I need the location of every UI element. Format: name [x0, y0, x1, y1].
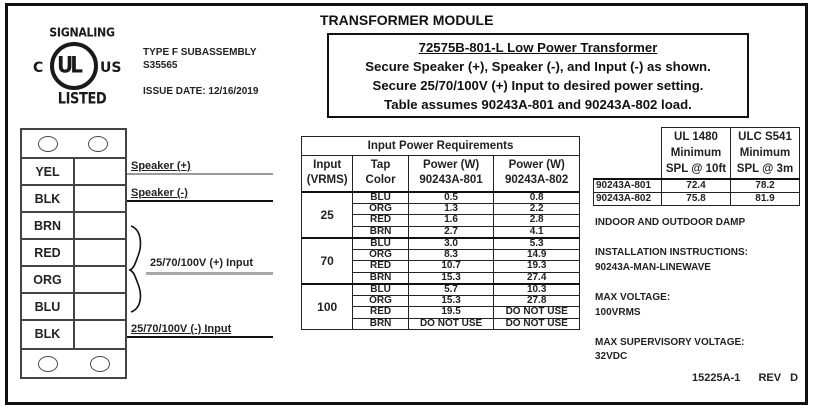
terminal-color-label: RED [22, 240, 75, 265]
module-title: TRANSFORMER MODULE [320, 12, 494, 28]
header-ul-1480: UL 1480 Minimum SPL @ 10ft [662, 128, 731, 180]
terminal-row-brn [22, 213, 125, 240]
terminal-row-blu [22, 294, 125, 321]
input-minus-wire [127, 336, 273, 338]
issue-date: ISSUE DATE: 12/16/2019 [143, 86, 259, 97]
max-supervisory-label: MAX SUPERVISORY VOLTAGE: [595, 337, 745, 348]
terminal-row-org [22, 267, 125, 294]
terminal-row-red [22, 240, 125, 267]
power-table-title: Input Power Requirements [302, 137, 580, 156]
table-row: BRN 15.3 27.4 [302, 272, 580, 284]
ul-mark-text: UL [57, 51, 80, 79]
terminal-row-blk [22, 186, 125, 213]
input-voltage-cell: 25 [302, 192, 353, 238]
terminal-row-blk-input [22, 321, 125, 348]
speaker-plus-wire [127, 173, 273, 175]
terminal-block [20, 128, 127, 379]
header-power-802: Power (W) 90243A-802 [494, 156, 580, 192]
table-row: BRN 2.7 4.1 [302, 226, 580, 238]
mounting-hole-icon [38, 356, 58, 372]
max-voltage-label: MAX VOLTAGE: [595, 292, 671, 303]
terminal-color-label: BLU [22, 294, 75, 319]
model-cell: 90243A-802 [594, 192, 662, 205]
mounting-hole-icon [88, 136, 108, 152]
input-plus-label: 25/70/100V (+) Input [150, 257, 254, 269]
ul-c-text: C [33, 60, 44, 76]
description-line: Table assumes 90243A-801 and 90243A-802 load. [384, 97, 692, 112]
max-supervisory-value: 32VDC [595, 351, 628, 362]
table-row: RED 19.5 DO NOT USE [302, 307, 580, 319]
terminal-block-bottom-cap [22, 348, 125, 377]
input-voltage-cell: 70 [302, 238, 353, 284]
max-voltage-value: 100VRMS [595, 307, 641, 318]
spl-table [593, 127, 800, 206]
terminal-color-label: BRN [22, 213, 75, 238]
header-ulc-s541: ULC S541 Minimum SPL @ 3m [731, 128, 800, 180]
table-row: 100 BLU 5.7 10.3 [302, 284, 580, 296]
environment-rating: INDOOR AND OUTDOOR DAMP [595, 217, 746, 228]
subassembly-type: TYPE F SUBASSEMBLY [143, 47, 257, 58]
input-power-table [301, 136, 580, 330]
install-instructions-value: 90243A-MAN-LINEWAVE [595, 262, 711, 273]
table-row: 90243A-801 72.4 78.2 [594, 179, 800, 192]
table-row: BRN DO NOT USE DO NOT USE [302, 318, 580, 330]
table-row: 90243A-802 75.8 81.9 [594, 192, 800, 205]
speaker-minus-label: Speaker (-) [131, 187, 188, 199]
input-voltage-cell: 100 [302, 284, 353, 330]
product-heading: 72575B-801-L Low Power Transformer [418, 40, 658, 55]
part-number: 15225A-1 [692, 372, 741, 384]
input-minus-label: 25/70/100V (-) Input [131, 323, 232, 335]
table-row: ORG 15.3 27.8 [302, 295, 580, 307]
terminal-color-label: ORG [22, 267, 75, 292]
ul-signaling-text: SIGNALING [49, 25, 115, 40]
header-tap-color: Tap Color [353, 156, 408, 192]
mounting-hole-icon [38, 136, 58, 152]
curly-brace-icon [128, 224, 152, 314]
speaker-minus-wire [127, 200, 273, 202]
description-line: Secure Speaker (+), Speaker (-), and Input (-) as shown. [365, 59, 711, 74]
part-number-revision [692, 372, 798, 384]
header-input-vrms: Input (VRMS) [302, 156, 353, 192]
description-line: Secure 25/70/100V (+) Input to desired power setting. [372, 78, 704, 93]
speaker-plus-label: Speaker (+) [131, 160, 191, 172]
subassembly-code: S35565 [143, 60, 178, 71]
input-plus-wire [146, 272, 273, 275]
mounting-hole-icon [90, 356, 110, 372]
table-row: 70 BLU 3.0 5.3 [302, 238, 580, 250]
install-instructions-label: INSTALLATION INSTRUCTIONS: [595, 247, 748, 258]
terminal-color-label: BLK [22, 186, 75, 211]
table-row: ORG 1.3 2.2 [302, 203, 580, 215]
revision: REV D [758, 372, 799, 384]
terminal-color-label: YEL [22, 159, 75, 184]
table-row: ORG 8.3 14.9 [302, 249, 580, 261]
terminal-color-label: BLK [22, 321, 75, 348]
header-power-801: Power (W) 90243A-801 [408, 156, 494, 192]
terminal-block-top-cap [22, 130, 125, 159]
model-cell: 90243A-801 [594, 179, 662, 192]
ul-listed-text: LISTED [57, 90, 107, 109]
table-row: RED 1.6 2.8 [302, 215, 580, 227]
table-row: RED 10.7 19.3 [302, 261, 580, 273]
ul-us-text: US [100, 60, 122, 76]
terminal-row-yel [22, 159, 125, 186]
description-box [327, 33, 749, 118]
ul-listed-logo [30, 26, 130, 112]
table-row: 25 BLU 0.5 0.8 [302, 192, 580, 204]
